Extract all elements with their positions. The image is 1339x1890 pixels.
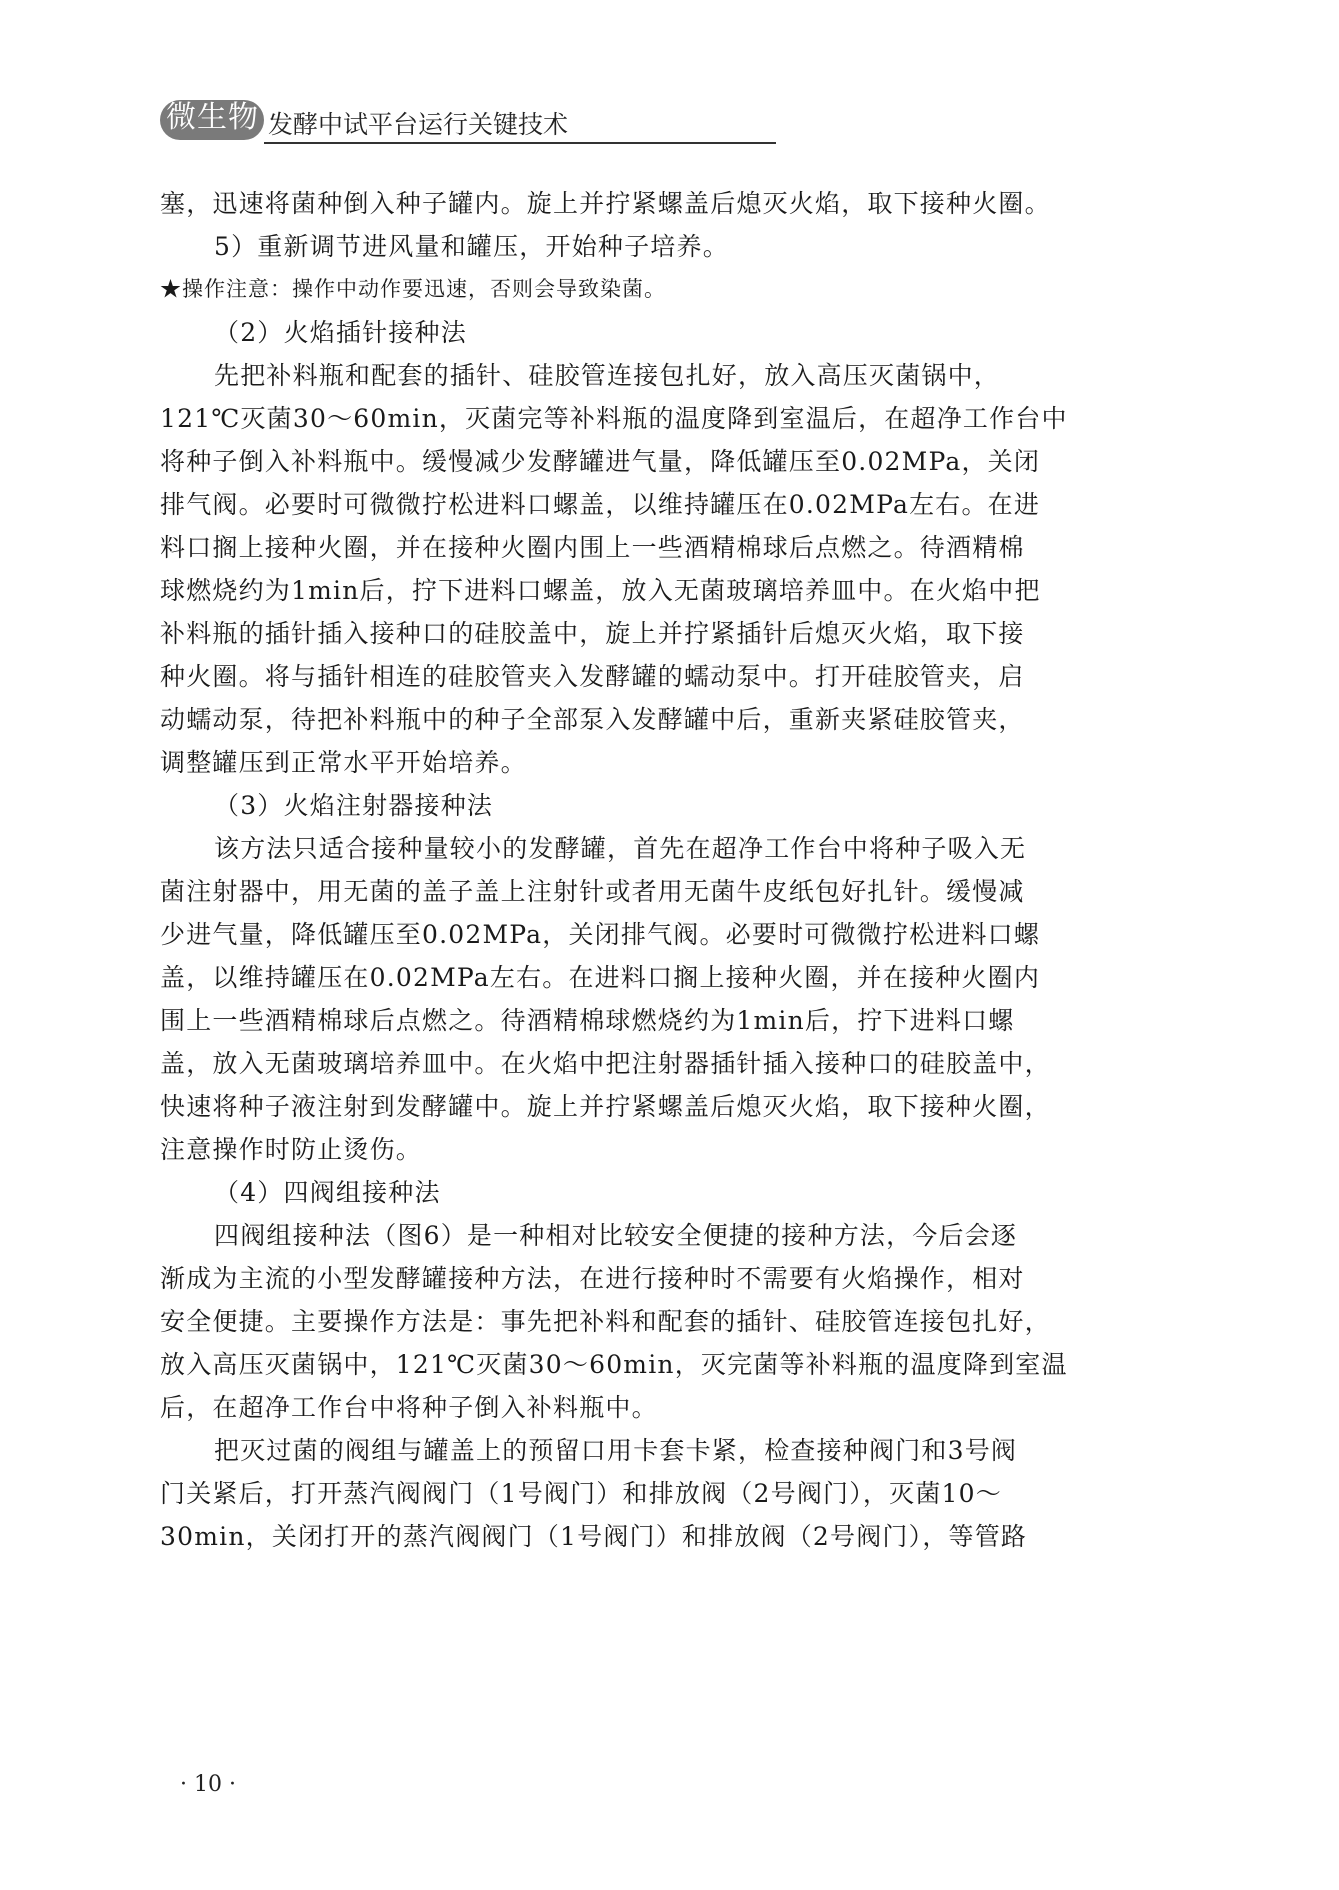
text-line: 料口搁上接种火圈，并在接种火圈内围上一些酒精棉球后点燃之。待酒精棉 xyxy=(160,533,1025,562)
header-rule xyxy=(264,142,776,144)
text-line: 动蠕动泵，待把补料瓶中的种子全部泵入发酵罐中后，重新夹紧硅胶管夹， xyxy=(160,705,1025,734)
text-line: 补料瓶的插针插入接种口的硅胶盖中，旋上并拧紧插针后熄灭火焰，取下接 xyxy=(160,619,1025,648)
text-line: 门关紧后，打开蒸汽阀阀门（1号阀门）和排放阀（2号阀门），灭菌10～ xyxy=(160,1479,1002,1508)
book-logo-text: 微生物 xyxy=(166,100,259,135)
text-line: 该方法只适合接种量较小的发酵罐，首先在超净工作台中将种子吸入无 xyxy=(214,834,1027,863)
text-line: 放入高压灭菌锅中，121℃灭菌30～60min，灭完菌等补料瓶的温度降到室温 xyxy=(160,1350,1068,1379)
book-title: 发酵中试平台运行关键技术 xyxy=(268,110,569,139)
text-line: 塞，迅速将菌种倒入种子罐内。旋上并拧紧螺盖后熄灭火焰，取下接种火圈。 xyxy=(160,189,1051,218)
text-line: 四阀组接种法（图6）是一种相对比较安全便捷的接种方法，今后会逐 xyxy=(214,1221,1018,1250)
text-line: 盖，以维持罐压在0.02MPa左右。在进料口搁上接种火圈，并在接种火圈内 xyxy=(160,963,1041,992)
text-line: 注意操作时防止烫伤。 xyxy=(160,1135,423,1164)
operation-note: ★操作注意：操作中动作要迅速，否则会导致染菌。 xyxy=(160,277,666,301)
text-line: （3）火焰注射器接种法 xyxy=(214,791,494,820)
text-line: （4）四阀组接种法 xyxy=(214,1178,441,1207)
text-line: 少进气量，降低罐压至0.02MPa，关闭排气阀。必要时可微微拧松进料口螺 xyxy=(160,920,1041,949)
page-number: · 10 · xyxy=(180,1772,236,1797)
text-line: 快速将种子液注射到发酵罐中。旋上并拧紧螺盖后熄灭火焰，取下接种火圈， xyxy=(160,1092,1051,1121)
text-line: （2）火焰插针接种法 xyxy=(214,318,467,347)
text-line: 安全便捷。主要操作方法是：事先把补料和配套的插针、硅胶管连接包扎好， xyxy=(160,1307,1051,1336)
text-line: 排气阀。必要时可微微拧松进料口螺盖，以维持罐压在0.02MPa左右。在进 xyxy=(160,490,1041,519)
text-line: 5）重新调节进风量和罐压，开始种子培养。 xyxy=(214,232,729,261)
text-line: 30min，关闭打开的蒸汽阀阀门（1号阀门）和排放阀（2号阀门），等管路 xyxy=(160,1522,1028,1551)
text-line: 将种子倒入补料瓶中。缓慢减少发酵罐进气量，降低罐压至0.02MPa，关闭 xyxy=(160,447,1041,476)
text-line: 围上一些酒精棉球后点燃之。待酒精棉球燃烧约为1min后，拧下进料口螺 xyxy=(160,1006,1015,1035)
running-header xyxy=(160,98,620,148)
text-line: 调整罐压到正常水平开始培养。 xyxy=(160,748,527,777)
text-line: 先把补料瓶和配套的插针、硅胶管连接包扎好，放入高压灭菌锅中， xyxy=(214,361,1001,390)
text-line: 菌注射器中，用无菌的盖子盖上注射针或者用无菌牛皮纸包好扎针。缓慢减 xyxy=(160,877,1025,906)
text-line: 把灭过菌的阀组与罐盖上的预留口用卡套卡紧，检查接种阀门和3号阀 xyxy=(214,1436,1018,1465)
text-line: 121℃灭菌30～60min，灭菌完等补料瓶的温度降到室温后，在超净工作台中 xyxy=(160,404,1068,433)
body-text xyxy=(160,182,1160,1558)
text-line: 渐成为主流的小型发酵罐接种方法，在进行接种时不需要有火焰操作，相对 xyxy=(160,1264,1025,1293)
text-line: 种火圈。将与插针相连的硅胶管夹入发酵罐的蠕动泵中。打开硅胶管夹，启 xyxy=(160,662,1025,691)
text-line: 球燃烧约为1min后，拧下进料口螺盖，放入无菌玻璃培养皿中。在火焰中把 xyxy=(160,576,1041,605)
text-line: 盖，放入无菌玻璃培养皿中。在火焰中把注射器插针插入接种口的硅胶盖中， xyxy=(160,1049,1051,1078)
text-line: 后，在超净工作台中将种子倒入补料瓶中。 xyxy=(160,1393,658,1422)
